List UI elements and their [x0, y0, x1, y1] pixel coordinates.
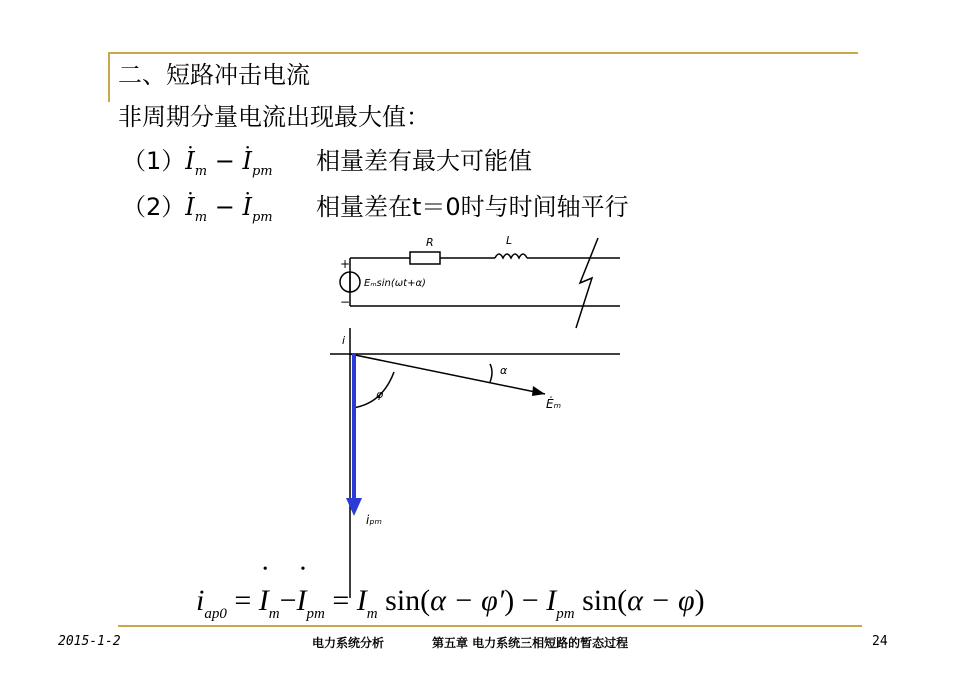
- phasor-ipm: · I: [242, 192, 251, 222]
- minus-label: −: [340, 295, 351, 309]
- axis-label-i: i: [342, 334, 346, 347]
- formula-im-phasor: • I: [259, 584, 269, 617]
- item-number: （2）: [122, 193, 186, 221]
- formula-lhs-sub: ap0: [204, 606, 227, 622]
- item-description: 相量差在t＝0时与时间轴平行: [316, 193, 629, 221]
- ipm-arrowhead: [346, 498, 362, 516]
- page-number: 24: [872, 634, 888, 649]
- formula-im: I: [356, 584, 367, 617]
- minus-sign: −: [214, 147, 235, 175]
- phi-label: φ: [376, 388, 384, 401]
- subscript: pm: [251, 164, 273, 179]
- fault-symbol: [576, 238, 598, 328]
- formula-sin: sin(: [377, 584, 431, 617]
- formula-lhs: i: [196, 584, 205, 617]
- formula-arg: α − φ′: [430, 584, 505, 617]
- formula-sin: sin(: [574, 584, 628, 617]
- item-description: 相量差有最大可能值: [316, 147, 532, 175]
- formula-close: ) −: [504, 584, 547, 617]
- phasor-im: · I: [185, 192, 194, 222]
- formula-sub: m: [268, 606, 280, 622]
- inductor-symbol: [495, 254, 527, 258]
- slide-subheading: 非周期分量电流出现最大值：: [118, 103, 430, 131]
- ipm-label: i̇ₚₘ: [366, 513, 382, 527]
- formula-minus: −: [279, 584, 297, 617]
- formula-arg: α − φ: [627, 584, 695, 617]
- em-arrowhead: [532, 386, 545, 396]
- resistor-label: R: [426, 236, 434, 249]
- impulse-current-formula: [196, 584, 705, 623]
- resistor-symbol: [410, 252, 440, 264]
- formula-sub: m: [366, 606, 378, 622]
- phi-arc: [352, 372, 394, 408]
- list-item-2: [122, 192, 629, 233]
- em-label: Ėₘ: [546, 397, 562, 411]
- formula-sub: pm: [556, 606, 575, 622]
- circuit-phasor-figure: [330, 228, 630, 598]
- phasor-ipm: · I: [242, 146, 251, 176]
- slide-heading: 二、短路冲击电流: [118, 61, 310, 89]
- subscript: m: [194, 210, 208, 225]
- alpha-arc: [490, 364, 492, 382]
- footer-rule: [118, 625, 862, 627]
- title-rule: [108, 52, 858, 54]
- title-rule-vertical: [108, 52, 110, 102]
- footer-chapter: 第五章 电力系统三相短路的暂态过程: [432, 636, 629, 650]
- formula-eq: =: [324, 584, 357, 617]
- plus-label: +: [340, 257, 351, 271]
- formula-close: ): [694, 584, 705, 617]
- formula-eq: =: [226, 584, 259, 617]
- footer-course: 电力系统分析: [312, 636, 385, 650]
- phasor-diagram: [330, 328, 620, 598]
- inductor-label: L: [506, 234, 513, 247]
- minus-sign: −: [214, 193, 235, 221]
- subscript: m: [194, 164, 208, 179]
- phasor-im: · I: [185, 146, 194, 176]
- formula-ipm: I: [546, 584, 557, 617]
- footer-date: 2015-1-2: [58, 634, 121, 649]
- item-number: （1）: [122, 147, 186, 175]
- formula-ipm-phasor: • I: [297, 584, 307, 617]
- subscript: pm: [251, 210, 273, 225]
- alpha-label: α: [500, 364, 508, 377]
- formula-sub: pm: [306, 606, 325, 622]
- source-label: Eₘsin(ωt+α): [364, 278, 426, 289]
